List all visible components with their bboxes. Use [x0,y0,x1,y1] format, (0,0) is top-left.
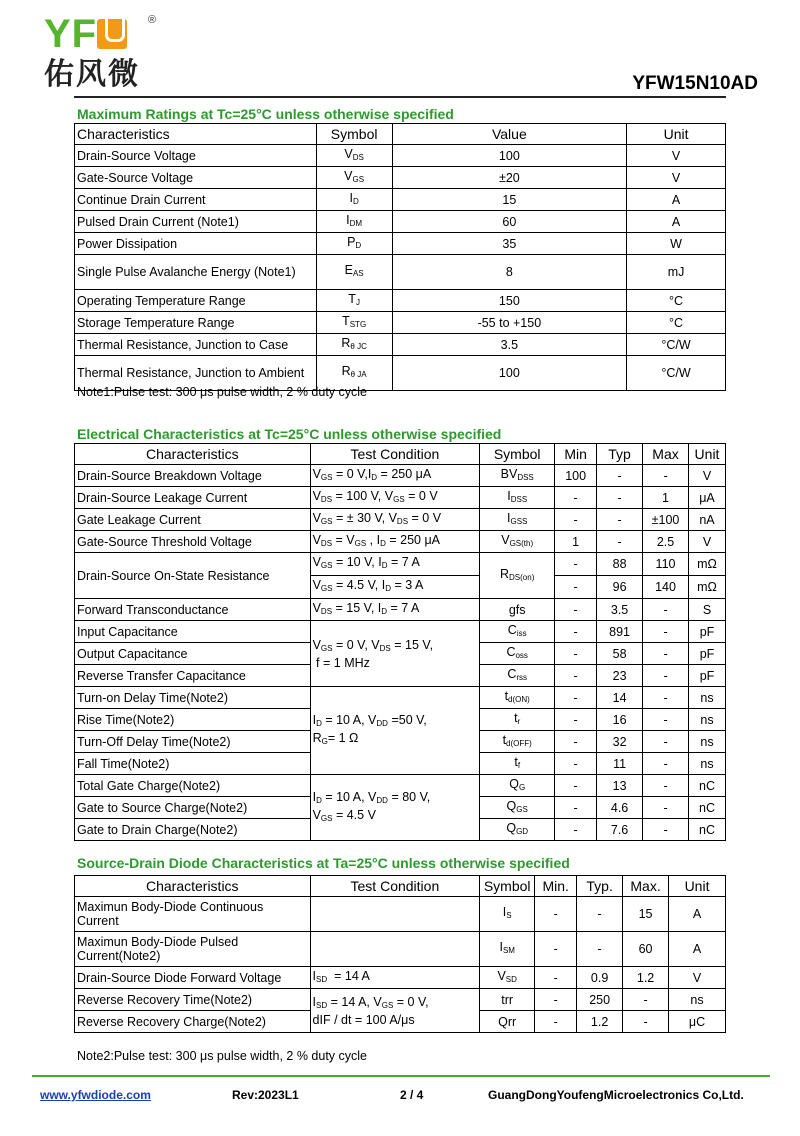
value-cell: 100 [392,356,627,391]
max-cell: 15 [623,897,669,932]
max-cell: - [623,1011,669,1033]
symbol-subscript: J [355,297,360,307]
table-row [75,487,726,509]
min-cell: - [555,775,597,797]
characteristic-cell: Pulsed Drain Current (Note1) [75,211,317,233]
col-header: Symbol [316,124,392,145]
condition-cell: $V_{GS} = 10$ V, $I_D = 7$ A [310,553,480,576]
value-cell: ±20 [392,167,627,189]
unit-cell: V [627,145,726,167]
unit-cell: V [689,531,726,553]
min-cell: - [535,1011,577,1033]
symbol-subscript: GS [352,174,365,184]
unit-cell: ns [689,753,726,775]
value-cell: 150 [392,290,627,312]
table-row [75,531,726,553]
characteristic-cell: Input Capacitance [75,621,311,643]
typ-cell: 1.2 [577,1011,623,1033]
typ-cell: 23 [597,665,643,687]
col-header: Typ. [577,876,623,897]
min-cell: - [555,599,597,621]
symbol-letter: T [348,291,356,306]
symbol-cell: $I_{SM}$ [480,932,535,967]
condition-cell: $V_{DS} = V_{GS}$ , $I_D = 250$ μA [310,531,480,553]
unit-cell: μA [689,487,726,509]
unit-cell: nC [689,819,726,841]
col-header: Unit [627,124,726,145]
max-cell: 1 [643,487,689,509]
symbol-cell [316,312,392,334]
symbol-cell: $t_{d(OFF)}$ [480,731,555,753]
characteristic-cell: Turn-Off Delay Time(Note2) [75,731,311,753]
value-cell: - [555,553,597,576]
logo-registered-mark: ® [148,14,157,26]
note1: Note1:Pulse test: 300 μs pulse width, 2 % duty cycle [77,385,367,399]
symbol-letter: I [349,190,353,205]
unit-cell: °C/W [627,356,726,391]
symbol-cell: gfs [480,599,555,621]
condition-cell: $V_{DS} = 100$ V, $V_{GS} = 0$ V [310,487,480,509]
symbol-cell: $I_{DSS}$ [480,487,555,509]
min-cell: - [555,665,597,687]
typ-cell: 14 [597,687,643,709]
logo-w-box [97,19,127,49]
characteristic-cell: Output Capacitance [75,643,311,665]
min-cell: 1 [555,531,597,553]
unit-cell: °C/W [627,334,726,356]
table-row [75,553,726,576]
characteristic-cell: Reverse Recovery Time(Note2) [75,989,311,1011]
symbol-cell: $V_{SD}$ [480,967,535,989]
unit-cell: ns [689,731,726,753]
typ-cell: 13 [597,775,643,797]
min-cell: 100 [555,465,597,487]
min-cell: - [555,509,597,531]
value-cell: - [555,576,597,599]
value-cell: mΩ [689,553,726,576]
unit-cell: A [627,211,726,233]
table-row [75,465,726,487]
symbol-cell: Qrr [480,1011,535,1033]
typ-cell: - [597,509,643,531]
value-cell: 110 [643,553,689,576]
typ-cell: - [597,465,643,487]
max-cell: - [643,775,689,797]
col-header: Typ [597,444,643,465]
characteristic-cell: Drain-Source Leakage Current [75,487,311,509]
symbol-subscript: DM [349,218,363,228]
characteristic-cell: Gate-Source Threshold Voltage [75,531,311,553]
symbol-cell: $C_{oss}$ [480,643,555,665]
company-logo [44,14,164,94]
min-cell: - [535,989,577,1011]
condition-cell: $I_D = 10$ A, $V_{DD} =50$ V, $R_G= 1$ Ω [310,687,480,775]
value-cell: 15 [392,189,627,211]
typ-cell: 3.5 [597,599,643,621]
table-row [75,233,726,255]
max-cell: - [643,687,689,709]
characteristic-cell: Operating Temperature Range [75,290,317,312]
max-cell: - [643,731,689,753]
characteristic-cell: Gate to Drain Charge(Note2) [75,819,311,841]
unit-cell: A [669,897,726,932]
max-cell: - [643,465,689,487]
symbol-cell: $t_f$ [480,753,555,775]
unit-cell: nC [689,797,726,819]
symbol-subscript: D [355,240,362,250]
unit-cell: S [689,599,726,621]
characteristic-cell: Gate Leakage Current [75,509,311,531]
typ-cell: 4.6 [597,797,643,819]
characteristic-cell: Reverse Recovery Charge(Note2) [75,1011,311,1033]
characteristic-cell: Turn-on Delay Time(Note2) [75,687,311,709]
unit-cell: A [627,189,726,211]
max-cell: - [643,621,689,643]
table-row [75,189,726,211]
max-cell: - [643,753,689,775]
symbol-cell [316,167,392,189]
table-row [75,599,726,621]
symbol-cell: $BV_{DSS}$ [480,465,555,487]
symbol-cell: $Q_G$ [480,775,555,797]
symbol-cell: $t_{d(ON)}$ [480,687,555,709]
revision: Rev:2023L1 [232,1088,299,1102]
value-cell: 8 [392,255,627,290]
characteristic-cell: Gate-Source Voltage [75,167,317,189]
col-header: Unit [689,444,726,465]
table-row [75,290,726,312]
table-header-row [75,876,726,897]
max-cell: - [643,643,689,665]
typ-cell: 250 [577,989,623,1011]
value-cell: 3.5 [392,334,627,356]
condition-cell: $V_{GS}$ = ± 30 V, $V_{DS} = 0$ V [310,509,480,531]
symbol-cell: $C_{iss}$ [480,621,555,643]
max-ratings-table [74,123,726,391]
col-header: Min. [535,876,577,897]
table-header-row [75,444,726,465]
condition-cell: $I_{SD} = 14$ A [310,967,480,989]
page-number: 2 / 4 [400,1088,424,1102]
min-cell: - [535,932,577,967]
min-cell: - [555,487,597,509]
typ-cell: 891 [597,621,643,643]
characteristic-cell: Drain-Source Voltage [75,145,317,167]
symbol-letter: R [341,335,351,350]
typ-cell: - [597,487,643,509]
condition-cell [310,932,480,967]
condition-cell [310,897,480,932]
table-row [75,932,726,967]
symbol-letter: P [347,234,356,249]
symbol-cell: $V_{GS(th)}$ [480,531,555,553]
table-row [75,145,726,167]
col-header: Min [555,444,597,465]
symbol-cell: $C_{rss}$ [480,665,555,687]
col-header: Characteristics [75,876,311,897]
unit-cell: ns [689,709,726,731]
symbol-cell: $t_r$ [480,709,555,731]
symbol-cell [316,233,392,255]
logo-chinese-name: 佑风微 [44,57,140,92]
condition-cell: $I_{SD} = 14$ A, $V_{GS} = 0$ V, dIF / dt = 100 A/μs [310,989,480,1033]
symbol-letter: E [344,263,353,277]
col-header: Symbol [480,876,535,897]
col-header: Max. [623,876,669,897]
symbol-subscript: θ JC [350,341,367,351]
diode-title: Source-Drain Diode Characteristics at Ta=25°C unless otherwise specified [77,855,570,871]
unit-cell: pF [689,643,726,665]
unit-cell: A [669,932,726,967]
characteristic-cell: Forward Transconductance [75,599,311,621]
symbol-letter: I [346,212,350,227]
symbol-cell [316,290,392,312]
max-cell: - [643,599,689,621]
min-cell: - [555,709,597,731]
characteristic-cell: Gate to Source Charge(Note2) [75,797,311,819]
characteristic-cell: Storage Temperature Range [75,312,317,334]
typ-cell: 7.6 [597,819,643,841]
symbol-subscript: AS [352,269,364,278]
col-header: Test Condition [310,444,480,465]
characteristic-cell: Maximun Body-Diode Pulsed Current(Note2) [75,932,311,967]
table-row [75,509,726,531]
symbol-cell: $Q_{GD}$ [480,819,555,841]
typ-cell: - [597,531,643,553]
electrical-table [74,443,726,841]
symbol-cell: $Q_{GS}$ [480,797,555,819]
electrical-title: Electrical Characteristics at Tc=25°C unless otherwise specified [77,426,502,442]
condition-cell: $I_D = 10$ A, $V_{DD} = 80$ V, $V_{GS} = 4.5$ V [310,775,480,841]
logo-brand: YF [44,14,127,54]
table-row [75,255,726,290]
max-cell: - [643,665,689,687]
unit-cell: pF [689,665,726,687]
symbol-cell: $R_{DS(on)}$ [480,553,555,599]
characteristic-cell: Drain-Source Breakdown Voltage [75,465,311,487]
min-cell: - [555,621,597,643]
characteristic-cell: Maximun Body-Diode Continuous Current [75,897,311,932]
table-row [75,621,726,643]
symbol-subscript: DS [352,152,364,162]
unit-cell: nC [689,775,726,797]
col-header: Characteristics [75,124,317,145]
col-header: Test Condition [310,876,480,897]
min-cell: - [555,687,597,709]
characteristic-cell: Total Gate Charge(Note2) [75,775,311,797]
characteristic-cell: Reverse Transfer Capacitance [75,665,311,687]
symbol-letter: R [341,364,351,378]
characteristic-cell: Thermal Resistance, Junction to Case [75,334,317,356]
condition-cell: $V_{GS} = 0$ $V,I_D = 250$ μA [310,465,480,487]
typ-cell: 32 [597,731,643,753]
table-row [75,897,726,932]
typ-cell: 58 [597,643,643,665]
symbol-letter: V [344,146,353,161]
characteristic-cell: Single Pulse Avalanche Energy (Note1) [75,255,317,290]
table-header-row [75,124,726,145]
unit-cell: pF [689,621,726,643]
characteristic-cell: Power Dissipation [75,233,317,255]
symbol-cell [316,189,392,211]
condition-cell: $V_{DS} = 15$ V, $I_D = 7$ A [310,599,480,621]
symbol-cell: trr [480,989,535,1011]
table-row [75,211,726,233]
typ-cell: 16 [597,709,643,731]
typ-cell: - [577,897,623,932]
unit-cell: ns [689,687,726,709]
symbol-letter: T [342,313,350,328]
symbol-cell: $I_S$ [480,897,535,932]
unit-cell: °C [627,290,726,312]
characteristic-cell: Drain-Source Diode Forward Voltage [75,967,311,989]
table-row [75,334,726,356]
col-header: Max [643,444,689,465]
table-row [75,967,726,989]
symbol-cell [316,145,392,167]
part-number: YFW15N10AD [632,73,758,94]
table-row [75,775,726,797]
unit-cell: °C [627,312,726,334]
value-cell: 60 [392,211,627,233]
website-link[interactable]: www.yfwdiode.com [40,1088,151,1102]
typ-cell: 11 [597,753,643,775]
characteristic-cell: Fall Time(Note2) [75,753,311,775]
min-cell: - [555,797,597,819]
condition-cell: $V_{GS} = 0$ V, $V_{DS} = 15$ V, f = 1 MHz [310,621,480,687]
footer-divider [32,1075,770,1077]
symbol-subscript: D [352,196,359,206]
table-row [75,687,726,709]
max-cell: 60 [623,932,669,967]
condition-cell: $V_{GS} = 4.5$ V, $I_D = 3$ A [310,576,480,599]
col-header: Symbol [480,444,555,465]
note2: Note2:Pulse test: 300 μs pulse width, 2 % duty cycle [77,1049,367,1063]
max-cell: ±100 [643,509,689,531]
max-cell: - [643,709,689,731]
typ-cell: 0.9 [577,967,623,989]
value-cell: 35 [392,233,627,255]
min-cell: - [555,753,597,775]
value-cell: 140 [643,576,689,599]
table-row [75,989,726,1011]
min-cell: - [535,897,577,932]
min-cell: - [535,967,577,989]
max-cell: 2.5 [643,531,689,553]
col-header: Unit [669,876,726,897]
value-cell: 96 [597,576,643,599]
unit-cell: W [627,233,726,255]
symbol-cell [316,255,392,290]
characteristic-cell: Drain-Source On-State Resistance [75,553,311,599]
max-cell: 1.2 [623,967,669,989]
unit-cell: V [627,167,726,189]
company-name: GuangDongYoufengMicroelectronics Co,Ltd. [488,1088,744,1102]
symbol-cell [316,211,392,233]
table-row [75,312,726,334]
max-cell: - [643,797,689,819]
col-header: Value [392,124,627,145]
table-row [75,167,726,189]
max-cell: - [643,819,689,841]
value-cell: 88 [597,553,643,576]
symbol-cell [316,334,392,356]
typ-cell: - [577,932,623,967]
col-header: Characteristics [75,444,311,465]
symbol-letter: V [344,168,353,183]
symbol-subscript: STG [349,319,367,329]
characteristic-cell: Rise Time(Note2) [75,709,311,731]
unit-cell: V [669,967,726,989]
unit-cell: ns [669,989,726,1011]
symbol-subscript: θ JA [350,370,367,379]
symbol-cell: $I_{GSS}$ [480,509,555,531]
value-cell: 100 [392,145,627,167]
unit-cell: mJ [627,255,726,290]
header-divider [74,96,726,98]
min-cell: - [555,819,597,841]
value-cell: -55 to +150 [392,312,627,334]
characteristic-cell: Continue Drain Current [75,189,317,211]
unit-cell: V [689,465,726,487]
diode-table [74,875,726,1033]
max-cell: - [623,989,669,1011]
characteristic-cell: Thermal Resistance, Junction to Ambient [75,356,317,391]
min-cell: - [555,643,597,665]
unit-cell: nA [689,509,726,531]
unit-cell: μC [669,1011,726,1033]
min-cell: - [555,731,597,753]
max-ratings-title: Maximum Ratings at Tc=25°C unless otherwise specified [77,106,454,122]
value-cell: mΩ [689,576,726,599]
